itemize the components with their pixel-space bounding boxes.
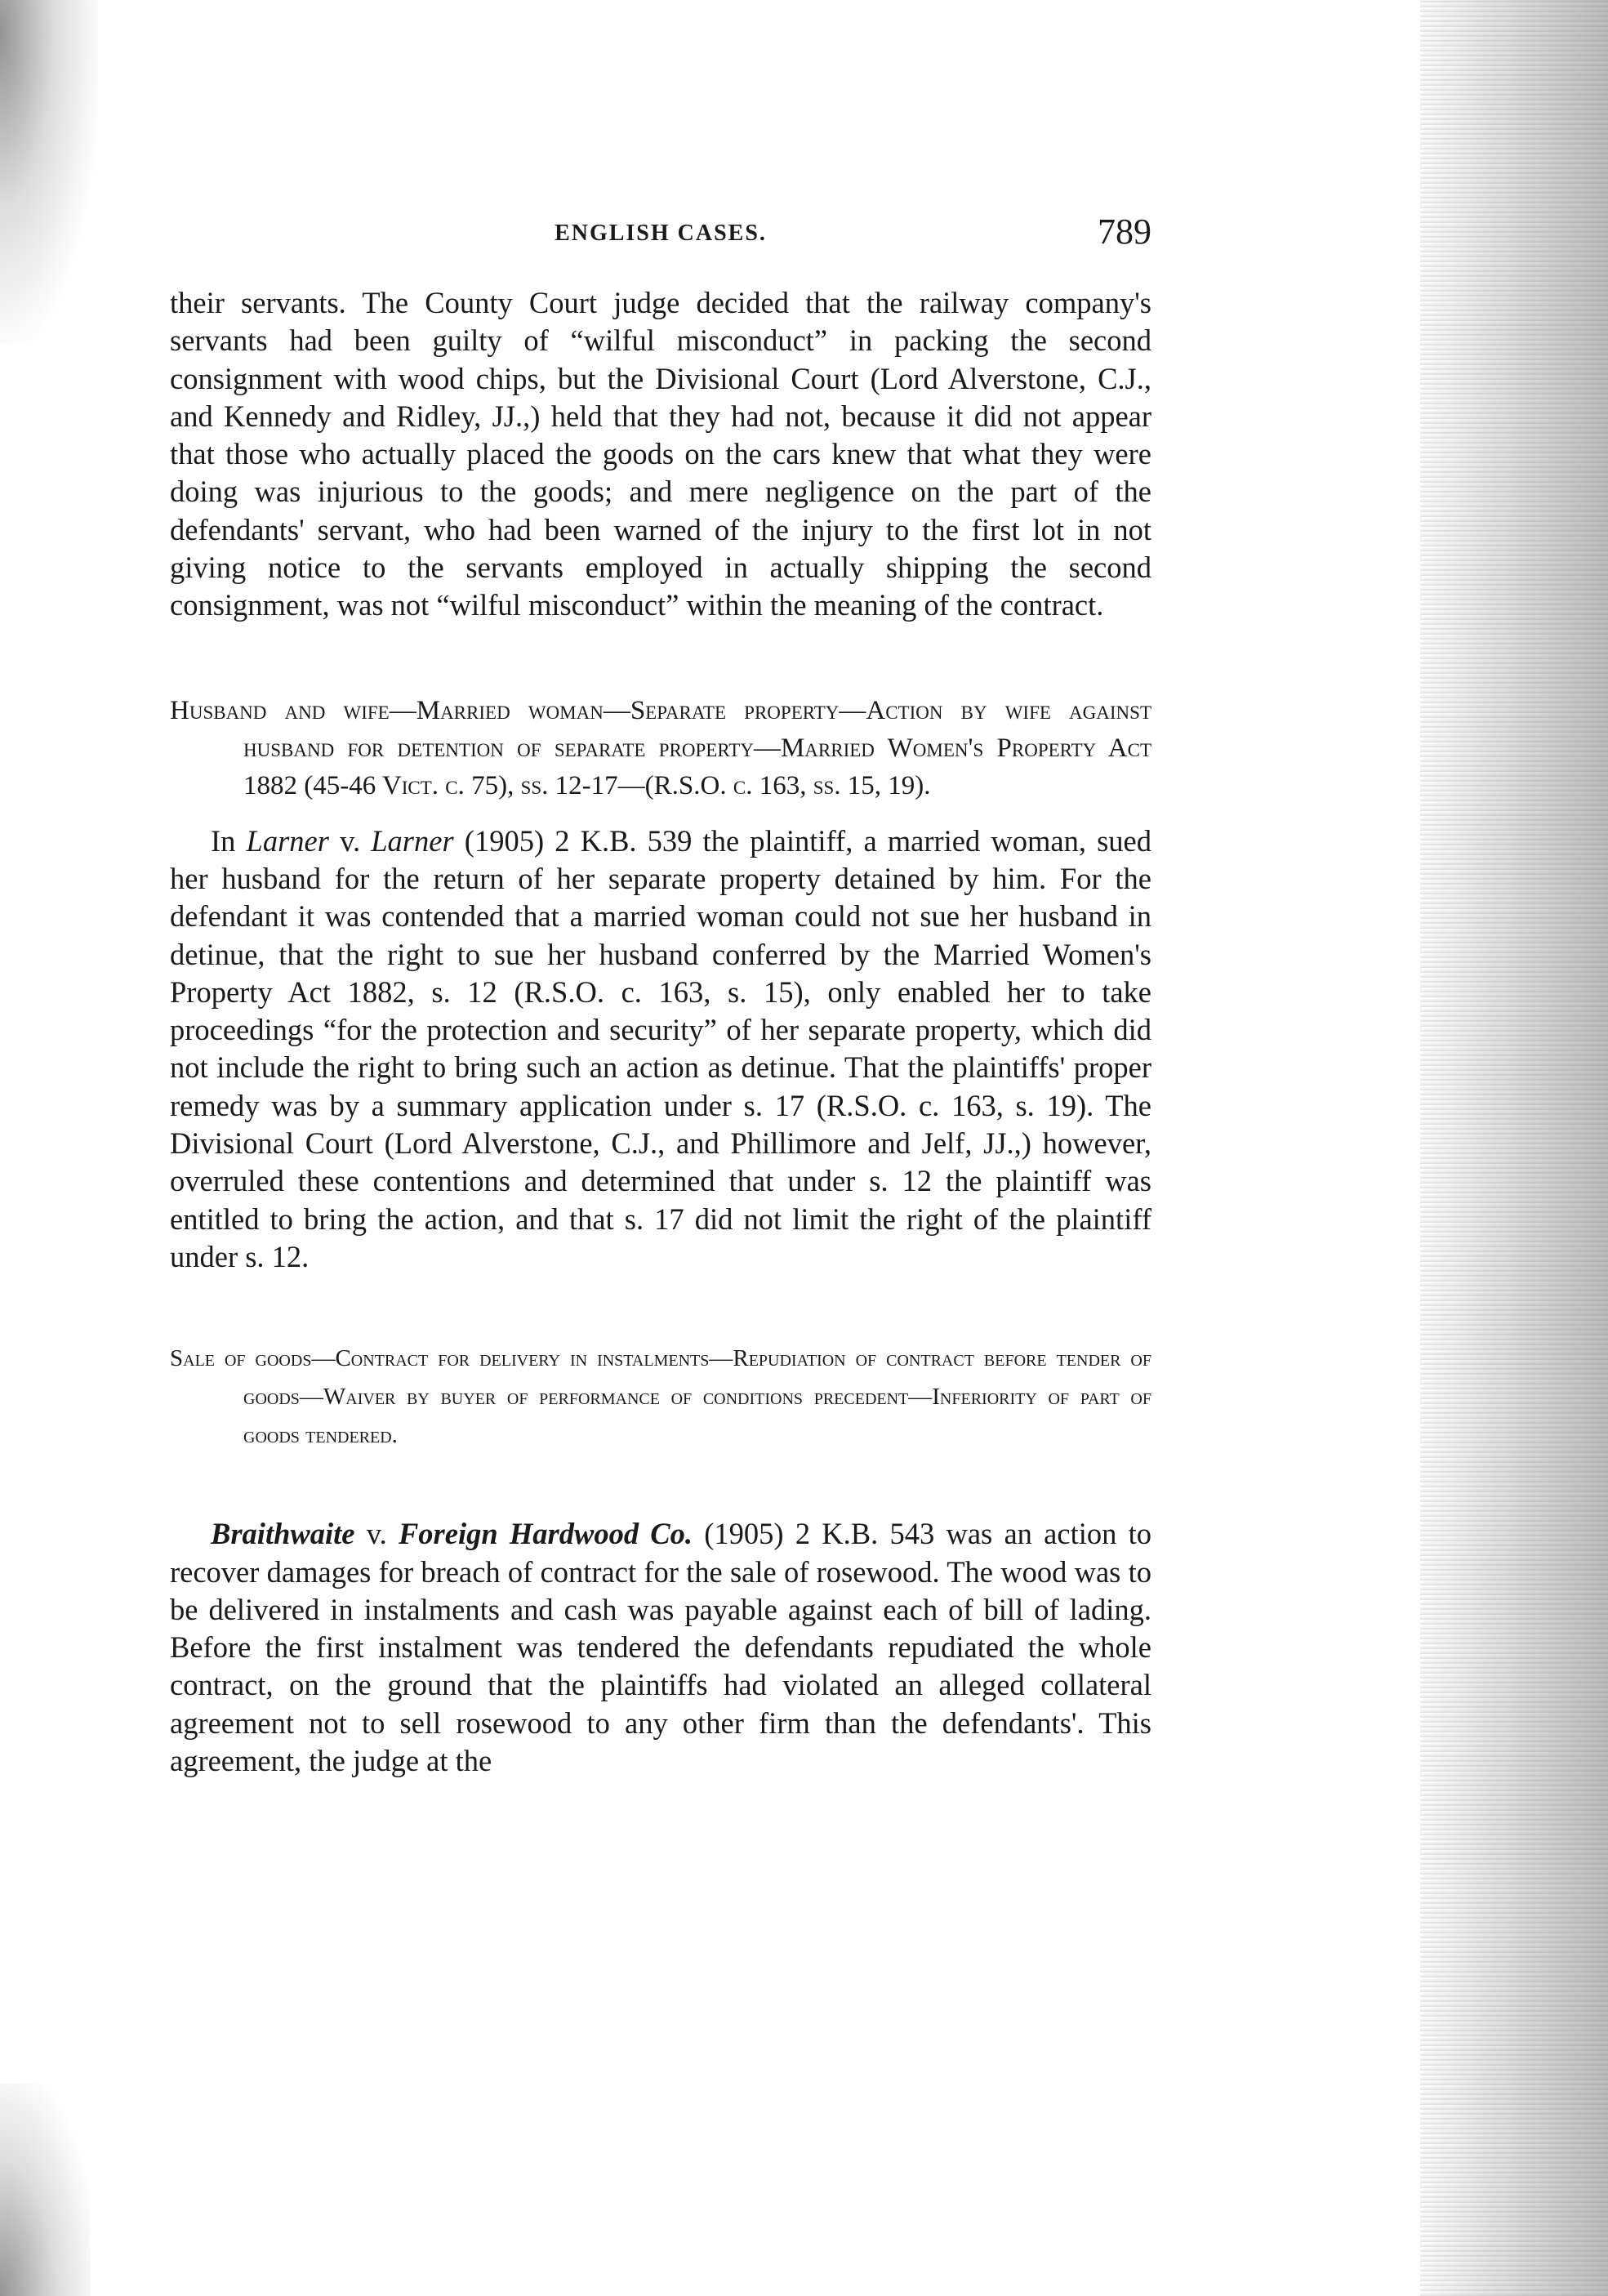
scan-shadow-bottom-left xyxy=(0,2084,90,2296)
section-heading-husband-and-wife: Husband and wife—Married woman—Separate property—Action by wife against husband for detention of separate property—Married Women's Property Act 1882 (45-46 Vict. c. 75), ss. 12-17—(R.S.O. c. 163, ss. 15, 19). xyxy=(170,695,1151,800)
paragraph-braithwaite xyxy=(170,1515,1151,1780)
scan-shadow-right-margin xyxy=(1420,0,1608,2296)
running-head xyxy=(170,204,1151,270)
intro-text: In xyxy=(211,823,247,858)
case-name-defendant: Foreign Hardwood Co. xyxy=(398,1517,693,1551)
case-name-plaintiff: Larner xyxy=(246,823,329,858)
scan-shadow-top-left xyxy=(0,0,98,343)
book-page xyxy=(170,204,1151,1780)
versus-text: v. xyxy=(328,823,372,858)
running-title: ENGLISH CASES. xyxy=(555,221,767,246)
section-heading-sale-of-goods: Sale of goods—Contract for delivery in instalments—Repudiation of contract before tender of goods—Waiver by buyer of performance of conditions precedent—Inferiority of part of goods tendered. xyxy=(170,1345,1151,1449)
versus-text: v. xyxy=(354,1517,399,1551)
paragraph-continuation: their servants. The County Court judge decided that the railway company's servants had been guilty of “wilful misconduct” in packing the second consignment with wood chips, but the Divisional Court (Lord Alverstone, C.J., and Kennedy and Ridley, JJ.,) held that they had not, because it did not appear that those who actually placed the goods on the cars knew that what they were doing was injurious to the goods; and mere negligence on the part of the defendants' servant, who had been warned of the injury to the first lot in not giving notice to the servants employed in actually shipping the second consignment, was not “wilful misconduct” within the meaning of the contract. xyxy=(170,286,1151,622)
paragraph-larner-v-larner xyxy=(170,823,1151,1277)
page-number: 789 xyxy=(1098,212,1151,252)
case-name-defendant: Larner xyxy=(371,823,454,858)
case-body-text: (1905) 2 K.B. 543 was an action to recover damages for breach of contract for the sale of rosewood. The wood was to be delivered in instalments and cash was payable against each of bill of lading. Before the first instalment was tendered the defendants repudiated the whole contract, on the ground that the plaintiffs had violated an alleged collateral agreement not to sell rosewood to any other firm than the defendants'. This agreement, the judge at the xyxy=(170,1517,1151,1778)
case-name-plaintiff: Braithwaite xyxy=(211,1517,355,1551)
case-body-text: (1905) 2 K.B. 539 the plaintiff, a married woman, sued her husband for the return of her separate property detained by him. For the defendant it was contended that a married woman could not sue her husband in detinue, that the right to sue her husband conferred by the Married Women's Property Act 1882, s. 12 (R.S.O. c. 163, s. 15), only enabled her to take proceedings “for the protection and security” of her separate property, which did not include the right to bring such an action as detinue. That the plaintiffs' proper remedy was by a summary application under s. 17 (R.S.O. c. 163, s. 19). The Divisional Court (Lord Alverstone, C.J., and Phillimore and Jelf, JJ.,) however, overruled these contentions and determined that under s. 12 the plaintiff was entitled to bring the action, and that s. 17 did not limit the right of the plaintiff under s. 12. xyxy=(170,823,1151,1273)
